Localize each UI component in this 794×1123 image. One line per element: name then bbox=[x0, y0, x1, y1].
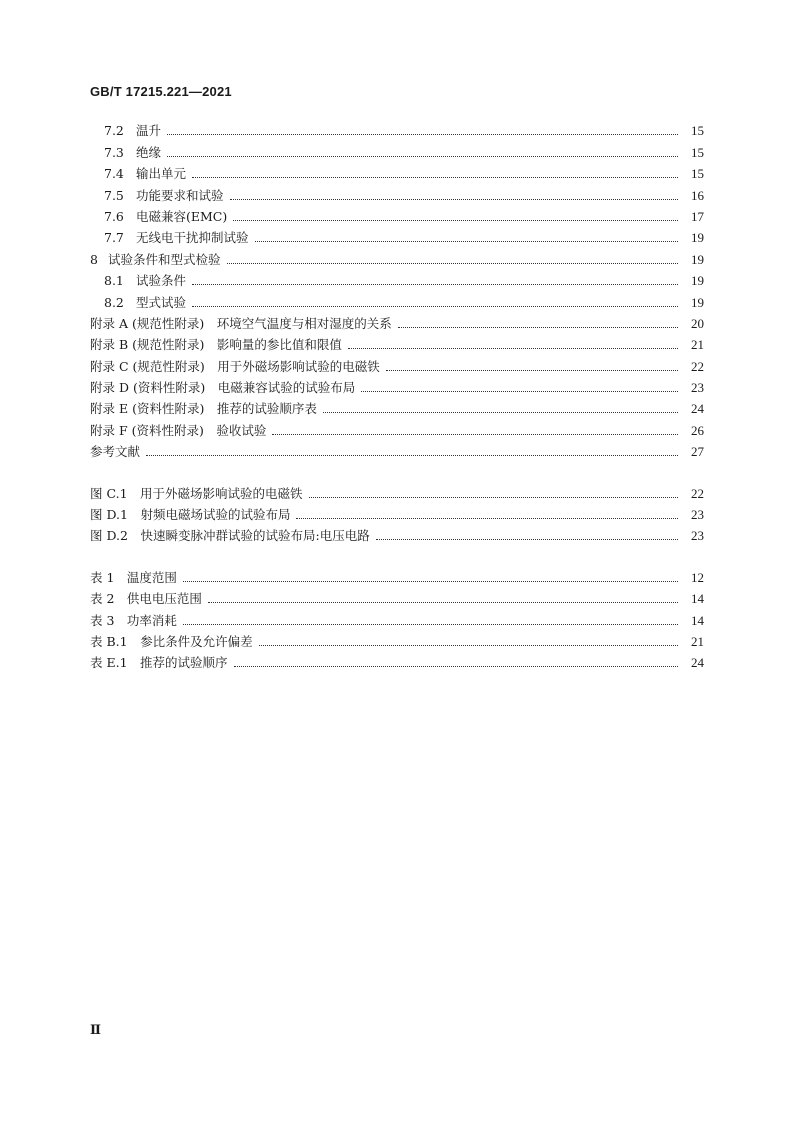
section-spacer bbox=[90, 544, 704, 564]
toc-entry-title: 无线电干扰抑制试验 bbox=[136, 230, 249, 246]
dot-leader bbox=[192, 177, 678, 178]
dot-leader bbox=[192, 306, 678, 307]
dot-leader bbox=[259, 645, 678, 646]
table-of-contents bbox=[90, 118, 704, 671]
toc-figure-d1[interactable] bbox=[90, 502, 704, 523]
toc-entry-page: 19 bbox=[691, 230, 704, 246]
toc-entry-annex-c[interactable] bbox=[90, 353, 704, 374]
toc-entry-number: 7.7 bbox=[104, 230, 124, 246]
toc-entry-page: 19 bbox=[691, 294, 704, 310]
dot-leader bbox=[192, 284, 678, 285]
dot-leader bbox=[208, 602, 678, 603]
dot-leader bbox=[234, 666, 678, 667]
dot-leader bbox=[398, 327, 678, 328]
toc-entry-7-4[interactable] bbox=[90, 161, 704, 182]
toc-entry-number: 7.6 bbox=[104, 208, 124, 224]
toc-table-page: 21 bbox=[691, 633, 704, 649]
toc-entry-page: 24 bbox=[691, 401, 704, 417]
toc-entry-title: 电磁兼容(EMC) bbox=[136, 208, 228, 224]
dot-leader bbox=[386, 370, 678, 371]
toc-entry-page: 15 bbox=[691, 166, 704, 182]
toc-entry-title: 功能要求和试验 bbox=[136, 187, 224, 203]
toc-table-page: 14 bbox=[691, 612, 704, 628]
toc-entry-title: 参考文献 bbox=[90, 444, 141, 460]
toc-entry-annex-a[interactable] bbox=[90, 311, 704, 332]
dot-leader bbox=[183, 581, 678, 582]
toc-entry-number: 7.2 bbox=[104, 123, 124, 139]
toc-entry-title: 绝缘 bbox=[136, 144, 162, 160]
toc-entry-title: 附录 D (资料性附录) 电磁兼容试验的试验布局 bbox=[90, 380, 356, 396]
dot-leader bbox=[146, 455, 678, 456]
toc-entry-number: 8 bbox=[90, 251, 98, 267]
standard-number-header: GB/T 17215.221—2021 bbox=[90, 84, 232, 99]
dot-leader bbox=[361, 391, 678, 392]
toc-entry-number: 7.3 bbox=[104, 144, 124, 160]
dot-leader bbox=[233, 220, 678, 221]
toc-table-2[interactable] bbox=[90, 586, 704, 607]
toc-figure-page: 22 bbox=[691, 485, 704, 501]
toc-table-title: 表 1 温度范围 bbox=[90, 569, 177, 585]
toc-entry-page: 20 bbox=[691, 315, 704, 331]
toc-figure-page: 23 bbox=[691, 528, 704, 544]
toc-entry-number: 7.5 bbox=[104, 187, 124, 203]
toc-entry-page: 19 bbox=[691, 273, 704, 289]
toc-figure-d2[interactable] bbox=[90, 523, 704, 544]
toc-entry-7-7[interactable] bbox=[90, 225, 704, 246]
toc-entry-8-2[interactable] bbox=[90, 289, 704, 310]
toc-entry-number: 8.1 bbox=[104, 273, 124, 289]
toc-entry-8[interactable] bbox=[90, 246, 704, 267]
dot-leader bbox=[376, 539, 678, 540]
toc-table-3[interactable] bbox=[90, 607, 704, 628]
dot-leader bbox=[167, 156, 678, 157]
dot-leader bbox=[309, 497, 678, 498]
toc-entry-title: 附录 A (规范性附录) 环境空气温度与相对湿度的关系 bbox=[90, 315, 392, 331]
toc-entry-annex-b[interactable] bbox=[90, 332, 704, 353]
dot-leader bbox=[348, 348, 678, 349]
toc-entry-annex-e[interactable] bbox=[90, 396, 704, 417]
toc-entry-title: 附录 E (资料性附录) 推荐的试验顺序表 bbox=[90, 401, 317, 417]
toc-table-title: 表 B.1 参比条件及允许偏差 bbox=[90, 633, 253, 649]
toc-entry-title: 附录 F (资料性附录) 验收试验 bbox=[90, 422, 267, 438]
toc-entry-title: 温升 bbox=[136, 123, 162, 139]
toc-entry-page: 21 bbox=[691, 337, 704, 353]
toc-table-page: 24 bbox=[691, 655, 704, 671]
toc-table-page: 14 bbox=[691, 591, 704, 607]
toc-entry-7-5[interactable] bbox=[90, 182, 704, 203]
toc-entry-page: 27 bbox=[691, 444, 704, 460]
toc-figure-title: 图 D.2 快速瞬变脉冲群试验的试验布局:电压电路 bbox=[90, 528, 370, 544]
toc-entry-page: 26 bbox=[691, 422, 704, 438]
toc-entry-annex-d[interactable] bbox=[90, 375, 704, 396]
toc-entry-bibliography[interactable] bbox=[90, 439, 704, 460]
toc-entry-annex-f[interactable] bbox=[90, 417, 704, 438]
toc-figure-page: 23 bbox=[691, 507, 704, 523]
toc-entry-page: 22 bbox=[691, 358, 704, 374]
toc-entry-page: 23 bbox=[691, 380, 704, 396]
dot-leader bbox=[272, 434, 678, 435]
toc-figure-c1[interactable] bbox=[90, 480, 704, 501]
toc-entry-title: 型式试验 bbox=[136, 294, 187, 310]
dot-leader bbox=[230, 199, 678, 200]
dot-leader bbox=[323, 412, 678, 413]
toc-table-page: 12 bbox=[691, 569, 704, 585]
toc-entry-title: 试验条件 bbox=[136, 273, 187, 289]
toc-table-e1[interactable] bbox=[90, 650, 704, 671]
toc-entry-title: 附录 B (规范性附录) 影响量的参比值和限值 bbox=[90, 337, 342, 353]
toc-entry-page: 15 bbox=[691, 123, 704, 139]
section-spacer bbox=[90, 460, 704, 480]
toc-entry-title: 输出单元 bbox=[136, 166, 187, 182]
toc-entry-8-1[interactable] bbox=[90, 268, 704, 289]
toc-figure-title: 图 D.1 射频电磁场试验的试验布局 bbox=[90, 507, 291, 523]
toc-entry-page: 15 bbox=[691, 144, 704, 160]
toc-entry-7-3[interactable] bbox=[90, 139, 704, 160]
toc-table-title: 表 3 功率消耗 bbox=[90, 612, 177, 628]
dot-leader bbox=[296, 518, 678, 519]
toc-entry-page: 17 bbox=[691, 208, 704, 224]
toc-entry-number: 7.4 bbox=[104, 166, 124, 182]
page-number: Ⅱ bbox=[90, 1022, 101, 1037]
toc-entry-page: 19 bbox=[691, 251, 704, 267]
toc-entry-7-6[interactable] bbox=[90, 204, 704, 225]
toc-table-title: 表 E.1 推荐的试验顺序 bbox=[90, 655, 228, 671]
dot-leader bbox=[183, 624, 678, 625]
toc-figure-title: 图 C.1 用于外磁场影响试验的电磁铁 bbox=[90, 485, 303, 501]
toc-entry-page: 16 bbox=[691, 187, 704, 203]
dot-leader bbox=[255, 241, 678, 242]
toc-entry-title: 附录 C (规范性附录) 用于外磁场影响试验的电磁铁 bbox=[90, 358, 380, 374]
dot-leader bbox=[167, 134, 678, 135]
toc-entry-7-2[interactable] bbox=[90, 118, 704, 139]
toc-table-title: 表 2 供电电压范围 bbox=[90, 591, 202, 607]
dot-leader bbox=[227, 263, 678, 264]
toc-table-1[interactable] bbox=[90, 564, 704, 585]
toc-table-b1[interactable] bbox=[90, 629, 704, 650]
toc-entry-number: 8.2 bbox=[104, 294, 124, 310]
toc-entry-title: 试验条件和型式检验 bbox=[108, 251, 221, 267]
